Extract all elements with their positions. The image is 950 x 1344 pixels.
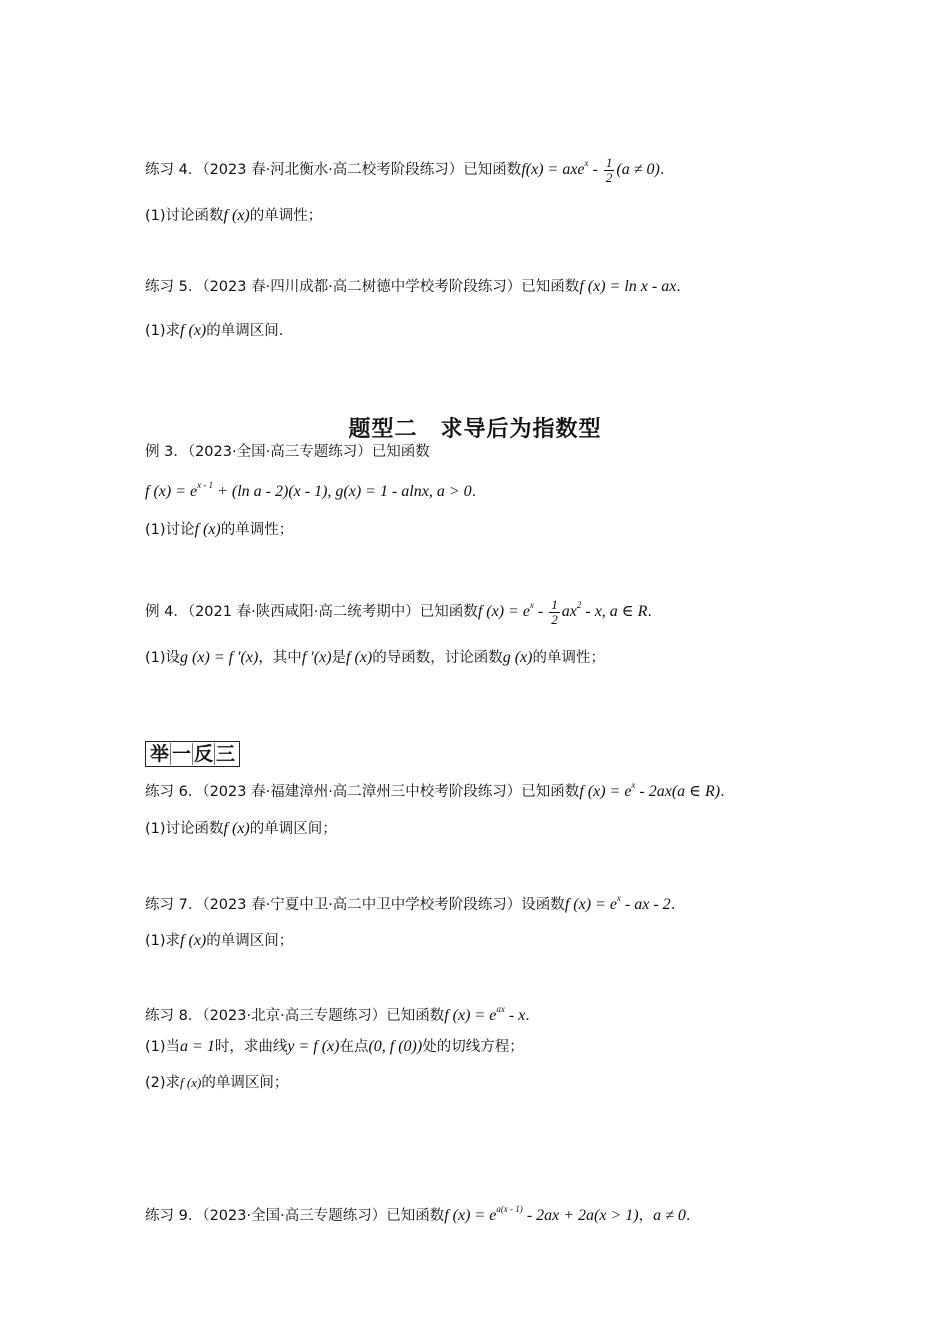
- exercise-8-question-2: (2)求f (x)的单调区间；: [145, 1075, 289, 1091]
- example-4-statement: 例 4．（2021 春·陕西咸阳·高二统考期中）已知函数f $(x) = e^x$ - $\frac{1}{2}$ $ax^2$ - x, a ∈ R.: [145, 596, 653, 627]
- exercise-4-formula: f(x) = axe$^x$ - $\frac{1}{2}$ (a ≠ 0): [521, 154, 660, 185]
- practice-tag: 举 一 反 三: [145, 741, 240, 767]
- example-3-question-1: (1)讨论f (x)的单调性；: [145, 521, 294, 538]
- exercise-5-statement: 练习 5．（2023 春·四川成都·高二树德中学校考阶段练习）已知函数f (x) = ln x - ax.: [145, 278, 681, 295]
- example-4-question-1: (1)设g (x) = f ′(x)，其中f ′(x)是f (x)的导函数，讨论函数g (x)的单调性；: [145, 649, 605, 666]
- exercise-7-statement: 练习 7．（2023 春·宁夏中卫·高二中卫中学校考阶段练习）设函数f $(x) = e^x$ - ax - 2.: [145, 893, 676, 913]
- example-3-formula: f $(x) = e^{x - 1} + (\ln$ a - 2)(x - 1), g(x) = 1 - alnx, a > 0.: [145, 480, 477, 500]
- exercise-4-statement: 练习 4．（2023 春·河北衡水·高二校考阶段练习）已知函数f(x) = axe$^x$ - $\frac{1}{2}$ (a ≠ 0).: [145, 154, 665, 185]
- example-3-statement: 例 3．（2023·全国·高三专题练习）已知函数: [145, 444, 430, 460]
- exercise-8-statement: 练习 8．（2023·北京·高三专题练习）已知函数f $(x) = e^{ax} - x$.: [145, 1004, 530, 1024]
- section-title: 题型二 求导后为指数型: [348, 417, 602, 442]
- fraction: $\frac{1}{2}$: [605, 154, 613, 185]
- exercise-4-question-1: (1)讨论函数f (x)的单调性；: [145, 207, 323, 224]
- exercise-8-question-1: (1)当a = 1时，求曲线y = f (x)在点(0, f (0))处的切线方程；: [145, 1038, 524, 1055]
- exercise-9-statement: 练习 9．（2023·全国·高三专题练习）已知函数f $(x) = e^{a(x - 1)} - 2ax + 2a(x > 1)$，a ≠ 0.: [145, 1204, 691, 1224]
- fraction: $\frac{1}{2}$: [551, 596, 558, 627]
- exercise-7-question-1: (1)求f (x)的单调区间；: [145, 932, 294, 949]
- exercise-6-question-1: (1)讨论函数f (x)的单调区间；: [145, 820, 337, 837]
- exercise-5-question-1: (1)求f (x)的单调区间.: [145, 322, 284, 339]
- exercise-6-statement: 练习 6．（2023 春·福建漳州·高二漳州三中校考阶段练习）已知函数f $(x) = e^x - 2ax(a$ ∈ R).: [145, 780, 725, 800]
